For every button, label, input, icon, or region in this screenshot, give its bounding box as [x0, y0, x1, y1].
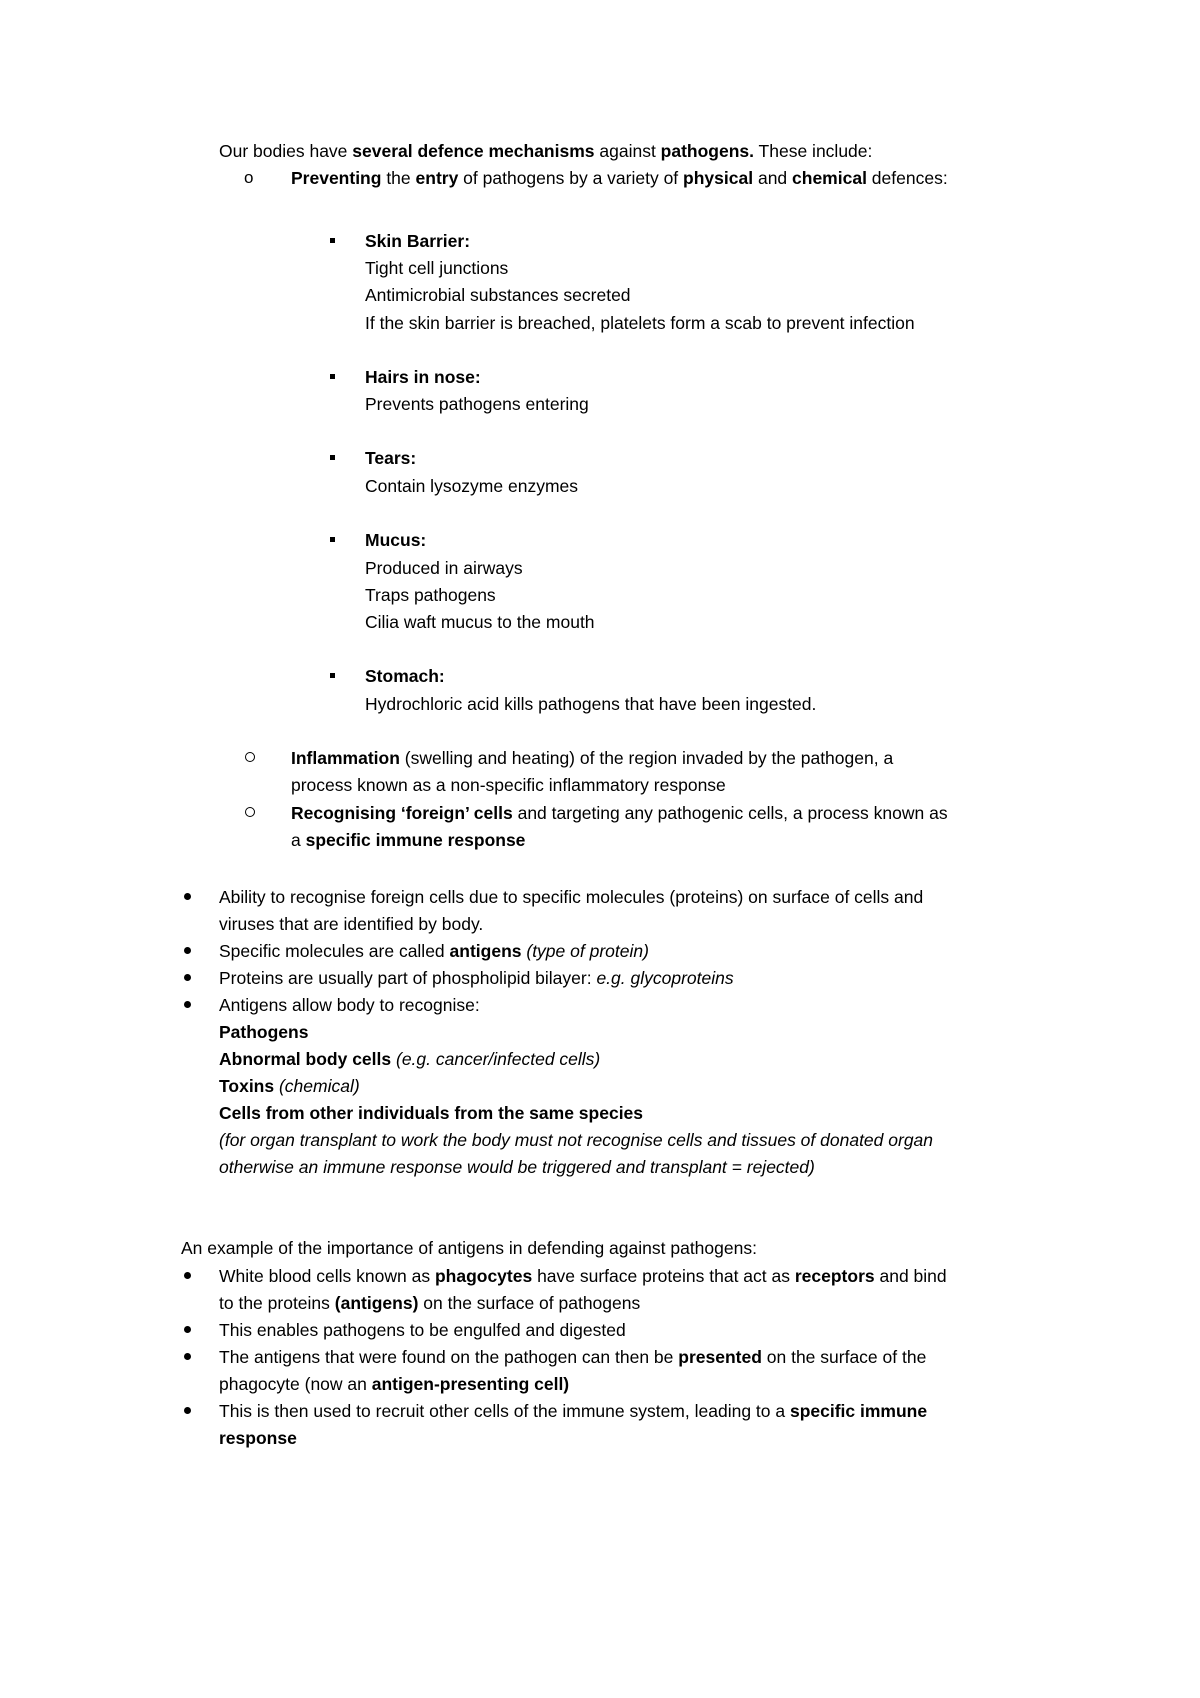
response-bold: response: [219, 1428, 297, 1448]
barrier-detail: Hydrochloric acid kills pathogens that have been ingested.: [365, 694, 817, 714]
intro-bold-pathogens: pathogens.: [660, 141, 755, 161]
list-marker-o: o: [244, 168, 254, 187]
barrier-title: [365, 448, 416, 468]
dot-bullet-icon: [184, 1272, 191, 1279]
chemical-italic: (chemical): [274, 1076, 360, 1096]
eg-italic: e.g.: [596, 968, 626, 988]
preventing-text: defences:: [866, 168, 948, 188]
example-heading: An example of the importance of antigens in defending against pathogens:: [181, 1238, 757, 1258]
specific-immune-response-bold: specific immune response: [305, 830, 526, 850]
example-bullet-text: [219, 1374, 569, 1394]
recognise-item: [219, 1103, 643, 1123]
physical-bold: physical: [683, 168, 754, 188]
intro-text: against: [594, 141, 661, 161]
phagocytes-bold: phagocytes: [434, 1266, 533, 1286]
preventing-entry-line: [291, 168, 948, 188]
preventing-text: of pathogens by a variety of: [458, 168, 684, 188]
antigen-presenting-cell-bold: antigen-presenting cell): [371, 1374, 570, 1394]
barrier-detail: If the skin barrier is breached, platelets form a scab to prevent infection: [365, 313, 915, 333]
stomach-title: Stomach:: [365, 666, 445, 686]
recognising-line-2: [291, 830, 525, 850]
inflammation-text: (swelling and heating) of the region invaded by the pathogen, a: [399, 748, 894, 768]
preventing-text: and: [753, 168, 793, 188]
receptors-bold: receptors: [794, 1266, 875, 1286]
pathogens-bold: Pathogens: [219, 1022, 309, 1042]
antigens-bold: antigens: [449, 941, 522, 961]
barrier-title: [365, 367, 481, 387]
barrier-detail: Produced in airways: [365, 558, 523, 578]
square-bullet-icon: [330, 455, 335, 460]
ring-bullet-icon: [245, 807, 255, 817]
example-bullet-text: [219, 1347, 926, 1367]
antigen-bullet-text: Ability to recognise foreign cells due to specific molecules (proteins) on surface of cells and: [219, 887, 924, 907]
barrier-detail: Cilia waft mucus to the mouth: [365, 612, 595, 632]
example-text: White blood cells known as: [219, 1266, 435, 1286]
other-individuals-bold: Cells from other individuals from the same species: [219, 1103, 644, 1123]
antigen-bullet-text: viruses that are identified by body.: [219, 914, 484, 934]
example-text: The antigens that were found on the pathogen can then be: [219, 1347, 679, 1367]
example-text: on the surface of the: [761, 1347, 927, 1367]
square-bullet-icon: [330, 537, 335, 542]
antigen-text: Proteins are usually part of phospholipid bilayer:: [219, 968, 597, 988]
square-bullet-icon: [330, 374, 335, 379]
dot-bullet-icon: [184, 1326, 191, 1333]
presented-bold: presented: [678, 1347, 762, 1367]
type-of-protein-italic: (type of protein): [521, 941, 649, 961]
recognising-text: a: [291, 830, 306, 850]
dot-bullet-icon: [184, 1001, 191, 1008]
barrier-detail: Traps pathogens: [365, 585, 496, 605]
toxins-bold: Toxins: [219, 1076, 275, 1096]
antigen-bullet-text: Antigens allow body to recognise:: [219, 995, 480, 1015]
recognise-item: [219, 1076, 360, 1096]
antigen-text: Specific molecules are called: [219, 941, 450, 961]
example-text: on the surface of pathogens: [418, 1293, 641, 1313]
transplant-note-italic: (for organ transplant to work the body must not recognise cells and tissues of donated organ: [219, 1130, 934, 1150]
example-text: This is then used to recruit other cells of the immune system, leading to a: [219, 1401, 790, 1421]
barrier-title: [365, 666, 445, 686]
inflammation-line-2: process known as a non-specific inflammatory response: [291, 775, 726, 795]
entry-bold: entry: [415, 168, 459, 188]
preventing-text: the: [381, 168, 416, 188]
inflammation-bold: Inflammation: [291, 748, 400, 768]
barrier-detail: Prevents pathogens entering: [365, 394, 589, 414]
example-bullet-text: [219, 1266, 947, 1286]
intro-text: Our bodies have: [219, 141, 353, 161]
transplant-note-italic: otherwise an immune response would be triggered and transplant = rejected): [219, 1157, 815, 1177]
antigens-bold: (antigens): [334, 1293, 419, 1313]
example-text: have surface proteins that act as: [532, 1266, 795, 1286]
inflammation-line: [291, 748, 893, 768]
dot-bullet-icon: [184, 1407, 191, 1414]
recognising-text: and targeting any pathogenic cells, a process known as: [512, 803, 948, 823]
example-bullet-text: [219, 1293, 640, 1313]
mucus-title: Mucus:: [365, 530, 427, 550]
example-text: and bind: [874, 1266, 947, 1286]
transplant-note: [219, 1130, 933, 1150]
chemical-bold: chemical: [792, 168, 867, 188]
example-text: to the proteins: [219, 1293, 335, 1313]
recognising-bold: Recognising ‘foreign’ cells: [291, 803, 513, 823]
dot-bullet-icon: [184, 947, 191, 954]
barrier-title: [365, 231, 470, 251]
specific-immune-bold: specific immune: [789, 1401, 928, 1421]
hairs-title: Hairs in nose:: [365, 367, 481, 387]
barrier-detail: Antimicrobial substances secreted: [365, 285, 631, 305]
preventing-bold: Preventing: [291, 168, 382, 188]
ring-bullet-icon: [245, 752, 255, 762]
square-bullet-icon: [330, 238, 335, 243]
example-bullet-text: This enables pathogens to be engulfed and digested: [219, 1320, 626, 1340]
skin-barrier-title: Skin Barrier:: [365, 231, 471, 251]
dot-bullet-icon: [184, 1353, 191, 1360]
antigen-bullet-text: [219, 968, 734, 988]
recognise-item: [219, 1022, 308, 1042]
dot-bullet-icon: [184, 974, 191, 981]
intro-line: [219, 141, 872, 161]
dot-bullet-icon: [184, 893, 191, 900]
example-bullet-text: [219, 1428, 297, 1448]
barrier-title: [365, 530, 426, 550]
barrier-detail: Contain lysozyme enzymes: [365, 476, 578, 496]
intro-bold-mechanisms: several defence mechanisms: [352, 141, 595, 161]
antigen-bullet-text: [219, 941, 649, 961]
glycoproteins-italic: glycoproteins: [625, 968, 734, 988]
barrier-detail: Tight cell junctions: [365, 258, 509, 278]
example-text: phagocyte (now an: [219, 1374, 372, 1394]
intro-text: These include:: [754, 141, 873, 161]
recognise-item: [219, 1049, 600, 1069]
square-bullet-icon: [330, 673, 335, 678]
tears-title: Tears:: [365, 448, 417, 468]
transplant-note: [219, 1157, 815, 1177]
abnormal-cells-italic: (e.g. cancer/infected cells): [391, 1049, 601, 1069]
abnormal-cells-bold: Abnormal body cells: [219, 1049, 392, 1069]
recognising-line: [291, 803, 948, 823]
example-bullet-text: [219, 1401, 927, 1421]
